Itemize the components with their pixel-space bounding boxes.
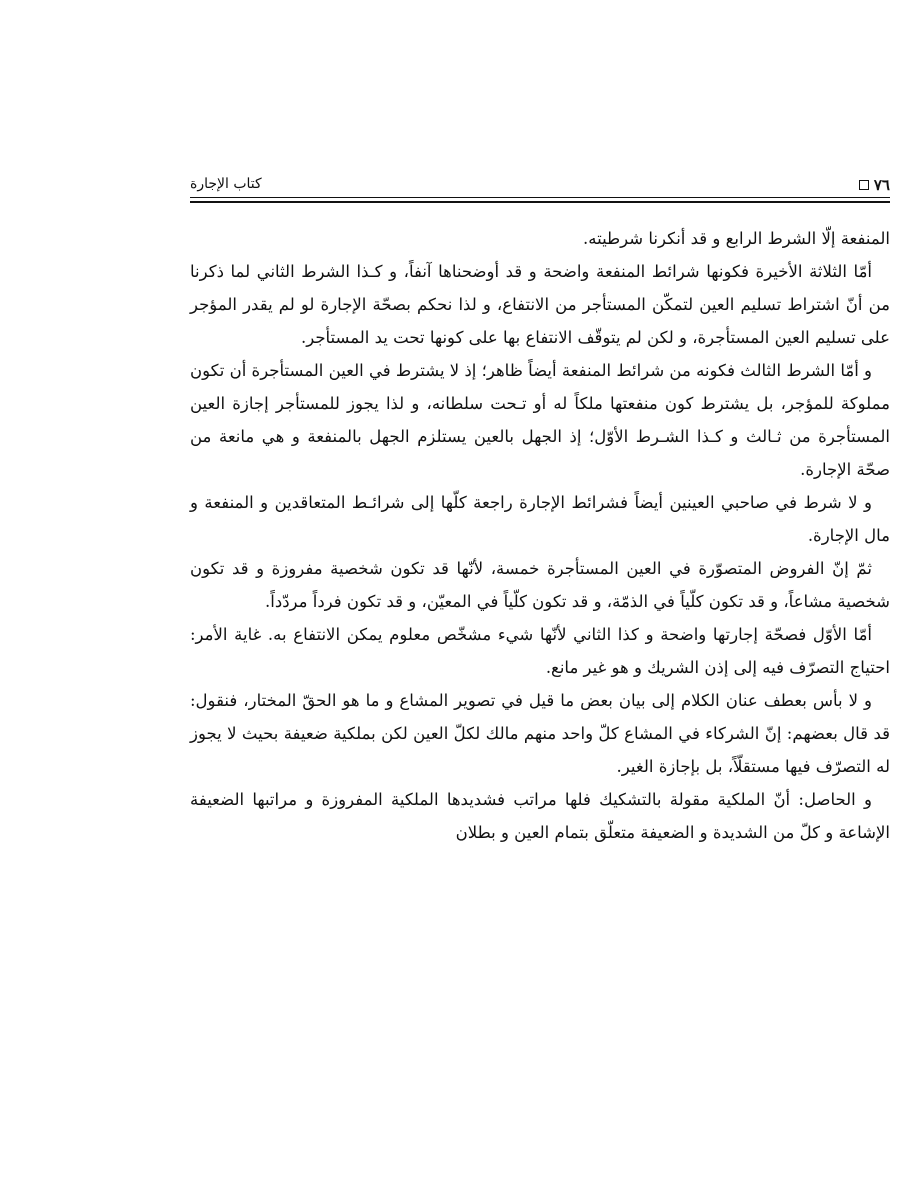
page-number: ٧٦ [873,176,890,194]
paragraph: ثمّ إنّ الفروض المتصوّرة في العين المستأجرة خمسة، لأنّها قد تكون شخصية مفروزة و قد تكون شخصية مشاعاً، و قد تكون كلّياً في الذمّة، و قد تكون كلّياً في المعيّن، و قد تكون فرداً مردّداً. [190,559,890,611]
page-header [190,176,890,198]
book-title: كتاب الإجارة [190,176,262,192]
paragraph: و الحاصل: أنّ الملكية مقولة بالتشكيك فلها مراتب فشديدها الملكية المفروزة و مراتبها الضعيفة الإشاعة و كلّ من الشديدة و الضعيفة متعلّق بتمام العين و بطلان [190,790,890,842]
header-divider-thick [190,201,890,203]
paragraph: المنفعة إلّا الشرط الرابع و قد أنكرنا شرطيته. [583,229,890,248]
paragraph: و أمّا الشرط الثالث فكونه من شرائط المنفعة أيضاً ظاهر؛ إذ لا يشترط في العين المستأجرة أن تكون مملوكة للمؤجر، بل يشترط كون منفعتها ملكاً له أو تـحت سلطانه، و لذا يجوز للمستأجر إجازة العين المستأجرة من ثـالث و كـذا الشـرط الأوّل؛ إذ الجهل بالعين يستلزم الجهل بالمنفعة و هي مانعة من صحّة الإجارة. [190,361,890,479]
square-icon [859,180,869,190]
paragraph: و لا شرط في صاحبي العينين أيضاً فشرائط الإجارة راجعة كلّها إلى شرائـط المتعاقدين و المنفعة و مال الإجارة. [190,493,890,545]
page-body [190,222,890,849]
paragraph: أمّا الأوّل فصحّة إجارتها واضحة و كذا الثاني لأنّها شيء مشخّص معلوم يمكن الانتفاع به. غاية الأمر: احتياج التصرّف فيه إلى إذن الشريك و هو غير مانع. [190,625,890,677]
header-divider-thin [190,197,890,198]
paragraph: و لا بأس بعطف عنان الكلام إلى بيان بعض ما قيل في تصوير المشاع و ما هو الحقّ المختار، فنقول: قد قال بعضهم: إنّ الشركاء في المشاع كلّ واحد منهم مالك لكلّ العين لكن بملكية ضعيفة بحيث لا يجوز له التصرّف فيها مستقلّاً، بل بإجازة الغير. [190,691,890,776]
page-number-group [859,176,890,194]
paragraph: أمّا الثلاثة الأخيرة فكونها شرائط المنفعة واضحة و قد أوضحناها آنفاً، و كـذا الشرط الثاني لما ذكرنا من أنّ اشتراط تسليم العين لتمكّن المستأجر من الانتفاع، و لذا نحكم بصحّة الإجارة لو لم يقدر المؤجر على تسليم العين المستأجرة، و لكن لم يتوقّف الانتفاع بها على كونها تحت يد المستأجر. [190,262,890,347]
